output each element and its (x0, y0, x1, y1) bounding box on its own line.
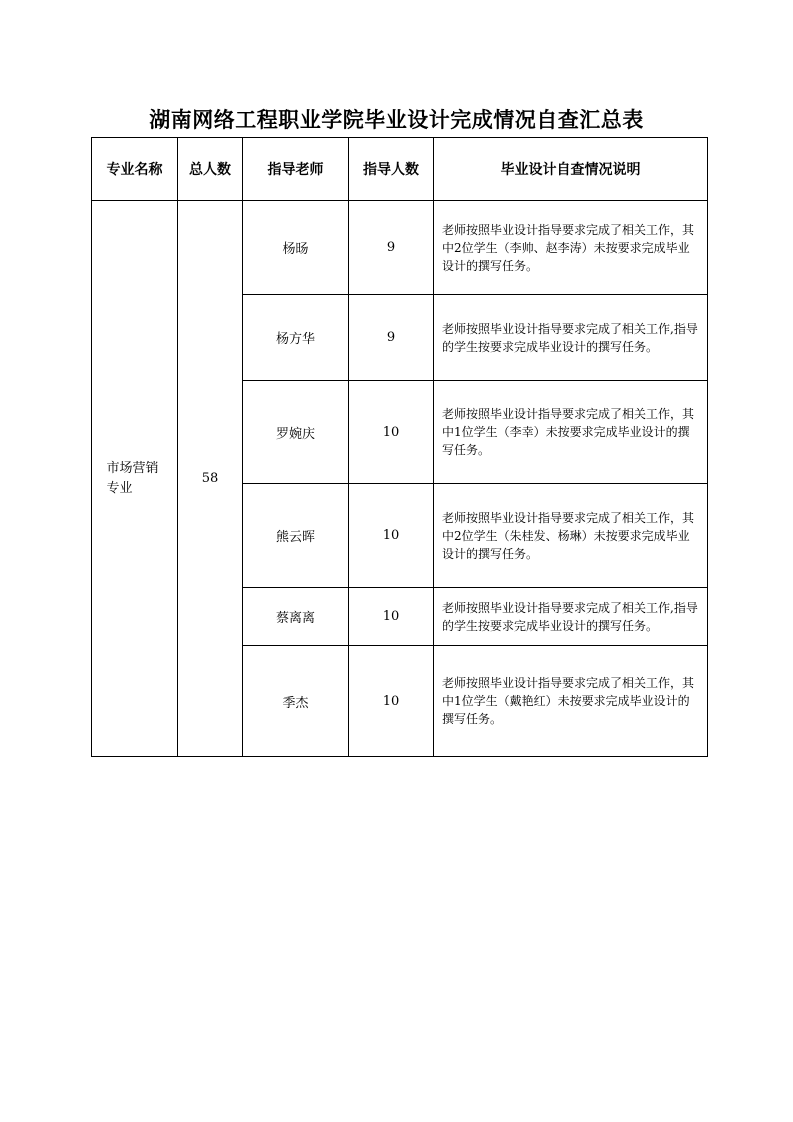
description-cell (434, 201, 708, 295)
header-description: 毕业设计自查情况说明 (434, 138, 708, 201)
teacher-cell: 季杰 (243, 646, 349, 757)
page-title: 湖南网络工程职业学院毕业设计完成情况自查汇总表 (149, 107, 644, 132)
teacher-cell: 杨旸 (243, 201, 349, 295)
teacher-cell: 蔡离离 (243, 588, 349, 646)
description-cell (434, 381, 708, 484)
total-cell: 58 (178, 201, 243, 757)
count-cell: 9 (349, 201, 434, 295)
description-cell (434, 588, 708, 646)
teacher-cell: 罗婉庆 (243, 381, 349, 484)
teacher-cell: 熊云晖 (243, 484, 349, 588)
description-cell (434, 484, 708, 588)
header-teacher: 指导老师 (243, 138, 349, 201)
header-count: 指导人数 (349, 138, 434, 201)
table-row (92, 201, 708, 295)
major-name: 市场营销专业 (106, 460, 159, 496)
description-text: 老师按照毕业设计指导要求完成了相关工作，其中1位学生（李幸）未按要求完成毕业设计的撰写任务。 (442, 407, 695, 457)
description-text: 老师按照毕业设计指导要求完成了相关工作,指导的学生按要求完成毕业设计的撰写任务。 (442, 600, 698, 633)
count-cell: 10 (349, 646, 434, 757)
description-text: 老师按照毕业设计指导要求完成了相关工作，其中2位学生（朱桂发、杨琳）未按要求完成毕业设计的撰写任务。 (442, 510, 695, 561)
description-cell (434, 295, 708, 381)
header-total: 总人数 (178, 138, 243, 201)
count-cell: 10 (349, 484, 434, 588)
teacher-cell: 杨方华 (243, 295, 349, 381)
summary-table (91, 137, 708, 757)
description-text: 老师按照毕业设计指导要求完成了相关工作，其中2位学生（李帅、赵李涛）未按要求完成毕业设计的撰写任务。 (442, 222, 695, 273)
major-cell (92, 201, 178, 757)
description-text: 老师按照毕业设计指导要求完成了相关工作，其中1位学生（戴艳红）未按要求完成毕业设计的撰写任务。 (442, 676, 695, 726)
header-major: 专业名称 (92, 138, 178, 201)
description-cell (434, 646, 708, 757)
description-text: 老师按照毕业设计指导要求完成了相关工作,指导的学生按要求完成毕业设计的撰写任务。 (442, 321, 698, 354)
table-header-row (92, 138, 708, 201)
count-cell: 10 (349, 588, 434, 646)
count-cell: 10 (349, 381, 434, 484)
count-cell: 9 (349, 295, 434, 381)
